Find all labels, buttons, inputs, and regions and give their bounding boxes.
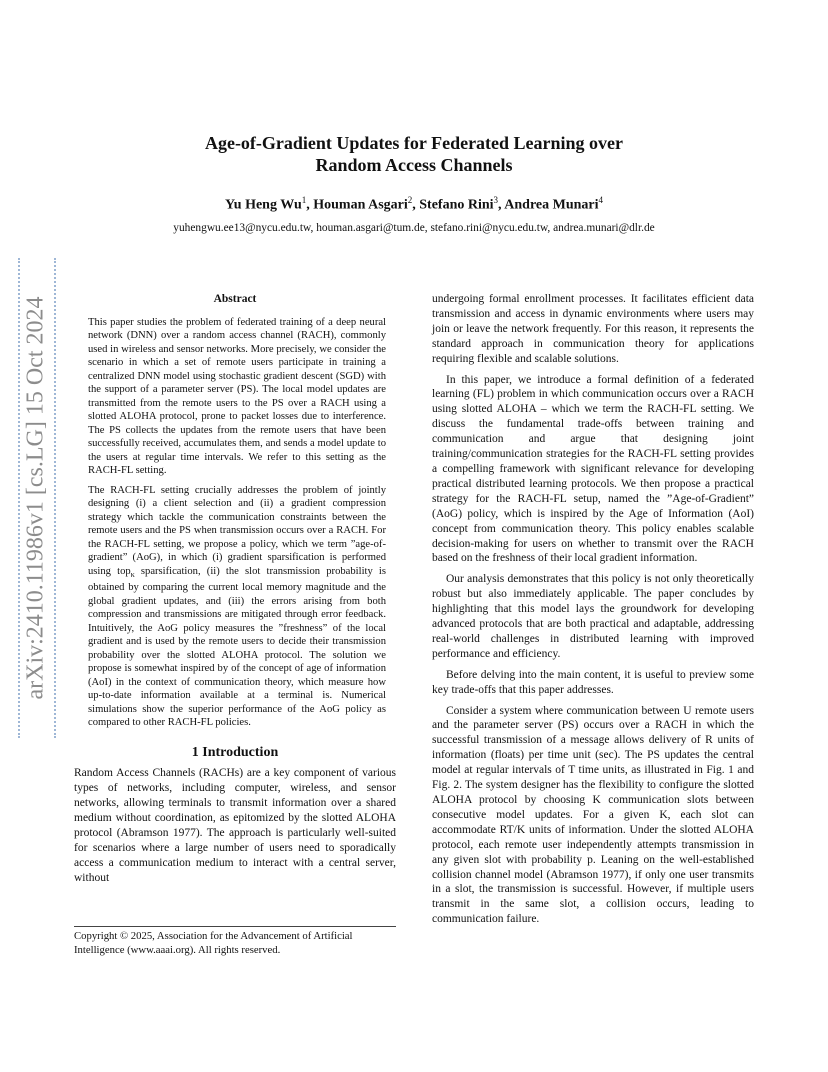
- arxiv-identifier: arXiv:2410.11986v1 [cs.LG] 15 Oct 2024: [22, 296, 49, 700]
- left-column: [74, 292, 396, 892]
- section-heading: 1 Introduction: [191, 744, 279, 760]
- abstract-heading: Abstract: [213, 293, 257, 305]
- body-paragraph: In this paper, we introduce a formal definition of a federated learning (FL) problem in which communication occurs over a RACH using slotted ALOHA – which we term the RACH-FL setting. We discuss the fundamental trade-offs between training and communication and argue that designing joint training/communication strategies for the RACH-FL setting provides a compelling framework with significant relevance for developing practical distributed learning protocols. We then propose a practical strategy for the RACH-FL setup, named the ”Age-of-Gradient” (AoG) policy, which is inspired by the Age of Information (AoI) concept from communication theory. This policy enables scalable decision-making for users on whether to transmit over the RACH based on the freshness of their local gradient information.: [432, 373, 754, 565]
- arxiv-side-stamp: [16, 258, 56, 738]
- author-affiliation: 2: [407, 195, 413, 205]
- right-column: [432, 292, 754, 933]
- body-paragraph: Before delving into the main content, it is useful to preview some key trade-offs that this paper addresses.: [432, 668, 754, 696]
- author-name: Yu Heng Wu: [224, 197, 302, 213]
- author-name: Andrea Munari: [504, 197, 599, 213]
- abstract: [74, 292, 396, 730]
- author-emails: yuhengwu.ee13@nycu.edu.tw, houman.asgari@tum.de, stefano.rini@nycu.edu.tw, andrea.munari@dlr.de: [173, 222, 655, 234]
- author-affiliation: 4: [598, 195, 604, 205]
- title-line-1: Age-of-Gradient Updates for Federated Learning over: [204, 133, 624, 153]
- title-line-2: Random Access Channels: [315, 155, 513, 175]
- body-paragraph: undergoing formal enrollment processes. It facilitates efficient data transmission and access in dynamic environments where users may join or leave the network frequently. For this reason, it represents the standard approach in communication theory for applications requiring flexible and scalable solutions.: [432, 293, 754, 365]
- body-paragraph: Consider a system where communication between U remote users and the parameter server (PS) occurs over a RACH in which the successful transmission of a message allows delivery of R units of information (floats) per time unit (sec). The PS updates the central model at regular intervals of T time units, as illustrated in Fig. 1 and Fig. 2. The system designer has the flexibility to configure the slotted ALOHA protocol by choosing K communication slots between consecutive model updates. For a given K, each slot can accommodate RT/K units of information. Under the slotted ALOHA protocol, each remote user independently attempts transmission in any given slot with probability p. Leaning on the well-established collision channel model (Abramson 1977), if only one user transmits in a slot, the transmission is successful. However, if multiple users transmit in the same slot, a collision occurs, leading to communication failure.: [432, 704, 754, 926]
- stamp-border-right: [54, 258, 56, 738]
- author-affiliation: 1: [301, 195, 307, 205]
- intro-paragraph-1: Random Access Channels (RACHs) are a key component of various types of networks, including computer, wireless, and sensor networks, allowing terminals to transmit information over a shared medium without coordination, as epitomized by the slotted ALOHA protocol (Abramson 1977). The approach is particularly well-suited for scenarios where a large number of users need to sporadically access a communication medium to interact with a central server, without: [74, 767, 396, 884]
- author-name: Houman Asgari: [313, 197, 408, 213]
- paper-title: [100, 132, 728, 176]
- author-list: Yu Heng Wu$^1$, Houman Asgari$^2$, Stefano Rini$^3$, Andrea Munari$^4$: [224, 195, 604, 213]
- abstract-paragraph-1: This paper studies the problem of federated training of a deep neural network (DNN) over a random access channel (RACH), commonly used in wireless and sensor networks. More precisely, we consider the scenario in which a set of remote users participate in training a centralized DNN model using stochastic gradient descent (SGD) with the support of a parameter server (PS). The local model updates are transmitted from the remote users to the PS over a RACH using a slotted ALOHA protocol, prone to packet losses due to interference. The PS collects the updates from the remote users that have been successfully received, accumulates them, and sends a model update to the users at regular time intervals. We refer to this setting as the RACH-FL setting.: [88, 316, 386, 477]
- stamp-border-left: [18, 258, 20, 738]
- author-affiliation: 3: [493, 195, 499, 205]
- body-paragraph: Our analysis demonstrates that this policy is not only theoretically robust but also immediately applicable. The paper concludes by highlighting that this model lays the groundwork for developing advanced protocols that are both practical and adaptable, addressing real-world challenges in distributed learning with improved performance and efficiency.: [432, 573, 754, 660]
- author-name: Stefano Rini: [419, 197, 494, 213]
- copyright-notice: Copyright © 2025, Association for the Advancement of Artificial Intelligence (www.aaai.org). All rights reserved.: [74, 926, 396, 957]
- abstract-paragraph-2: The RACH-FL setting crucially addresses the problem of jointly designing (i) a client selection and (ii) a gradient compression strategy which tackle the communication constraints between the remote users and the PS when transmission occurs over a RACH. For the RACH-FL setting, we propose a policy, which we term ”age-of-gradient” (AoG), in which (i) gradient sparsification is performed using top$_\kappa$ sparsification, (ii) the slot transmission probability is obtained by comparing the current local memory magnitude and the global gradient updates, and (iii) the errors arising from both compression and transmissions are mitigated through error feedback. Intuitively, the AoG policy measures the ”freshness” of the local gradient and is used by the remote users to decide their transmission probability over the slotted ALOHA protocol. The solution we propose is somewhat inspired by of the concept of age of information (AoI) in the context of communication theory, which measure how up-to-date information available at a terminal is. Numerical simulations show the superior performance of the AoG policy as compared to other RACH-FL policies.: [88, 484, 386, 729]
